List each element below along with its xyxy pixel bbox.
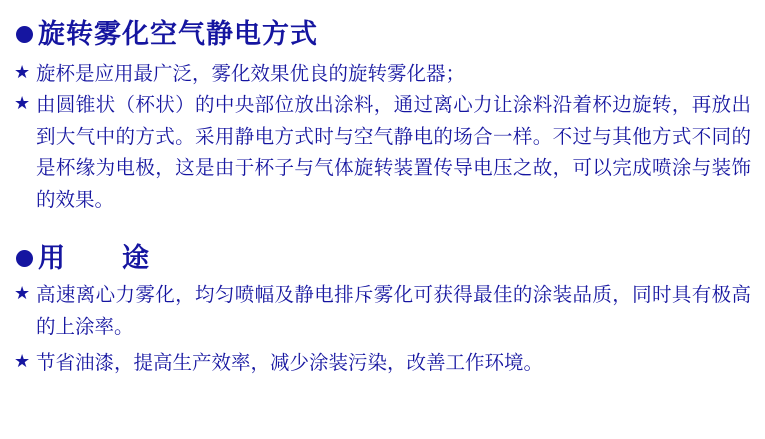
section-divider-space [14, 216, 751, 242]
bullet-dot-icon [16, 26, 33, 43]
list-item [14, 89, 751, 215]
section-usage [14, 242, 751, 378]
section-heading-text: 用 途 [38, 242, 150, 274]
list-item-text: 旋杯是应用最广泛，雾化效果优良的旋转雾化器； [36, 61, 466, 85]
star-bullet-icon: ★ [14, 283, 31, 305]
list-item-text: 高速离心力雾化，均匀喷幅及静电排斥雾化可获得最佳的涂装品质，同时具有极高的上涂率。 [36, 283, 751, 338]
section-heading-usage [16, 242, 751, 276]
section-heading-text: 旋转雾化空气静电方式 [38, 19, 318, 50]
list-item-text: 节省油漆，提高生产效率，减少涂装污染，改善工作环境。 [36, 350, 544, 374]
star-bullet-icon: ★ [14, 93, 31, 115]
section-heading-rotary [16, 18, 751, 52]
list-item-text: 由圆锥状（杯状）的中央部位放出涂料，通过离心力让涂料沿着杯边旋转，再放出到大气中的方式。采用静电方式时与空气静电的场合一样。不过与其他方式不同的是杯缘为电极，这是由于杯子与气体旋转装置传导电压之故，可以完成喷涂与装饰的效果。 [36, 93, 751, 212]
bullet-dot-icon [16, 250, 33, 267]
star-bullet-icon: ★ [14, 61, 31, 83]
list-item [14, 347, 751, 379]
star-bullet-icon: ★ [14, 350, 31, 372]
section-rotary-atomizing [14, 18, 751, 216]
list-item [14, 58, 751, 90]
list-item [14, 279, 751, 342]
